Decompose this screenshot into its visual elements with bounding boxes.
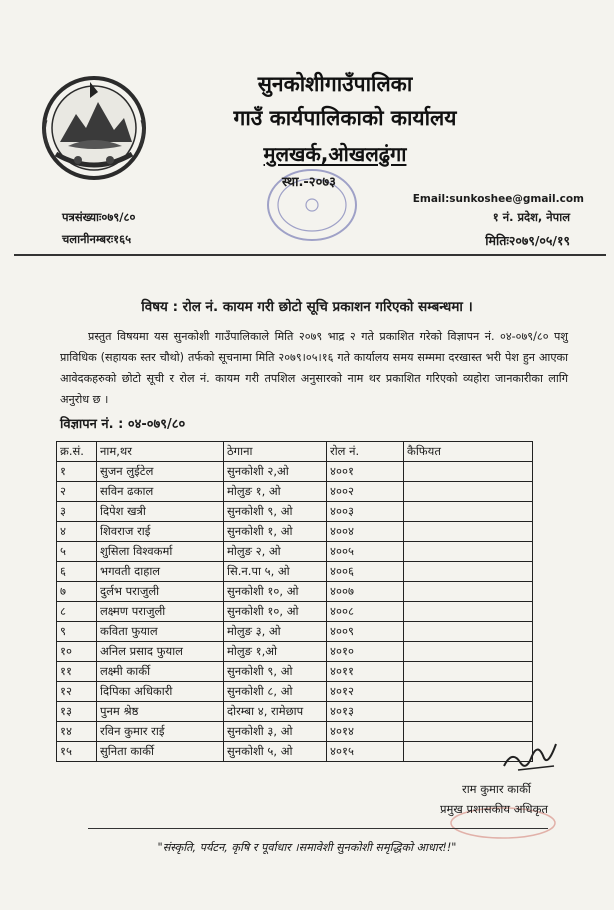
- office-name: सुनकोशीगाउँपालिका: [257, 72, 413, 96]
- established-year: स्था.-२०७३: [282, 175, 336, 190]
- letter-number: पत्रसंख्याः०७९/८०: [62, 210, 136, 224]
- cell-roll: ४००२: [327, 482, 404, 502]
- cell-sn: ११: [57, 662, 97, 682]
- cell-remarks: [404, 682, 533, 702]
- cell-sn: ८: [57, 602, 97, 622]
- advertisement-number: विज्ञापन नं. : ०४-०७९/८०: [60, 417, 186, 432]
- column-header-remarks: कैफियत: [404, 442, 533, 462]
- letter-date: मितिः२०७९/०५/१९: [485, 233, 570, 248]
- column-header-roll: रोल नं.: [327, 442, 404, 462]
- cell-roll: ४०१४: [327, 722, 404, 742]
- cell-address: सुनकोशी ९, ओ: [224, 502, 327, 522]
- table-row: [57, 502, 533, 522]
- cell-address: सुनकोशी ८, ओ: [224, 682, 327, 702]
- cell-address: सुनकोशी ३, ओ: [224, 722, 327, 742]
- cell-roll: ४०१२: [327, 682, 404, 702]
- office-address: मुलखर्क,ओखलढुंगा: [263, 142, 407, 166]
- cell-address: सि.न.पा ५, ओ: [224, 562, 327, 582]
- cell-name: भगवती दाहाल: [97, 562, 224, 582]
- cell-sn: ६: [57, 562, 97, 582]
- cell-sn: १४: [57, 722, 97, 742]
- cell-sn: १३: [57, 702, 97, 722]
- cell-remarks: [404, 562, 533, 582]
- table-header-row: [57, 442, 533, 462]
- cell-name: दिपेश खत्री: [97, 502, 224, 522]
- cell-address: सुनकोशी २,ओ: [224, 462, 327, 482]
- cell-roll: ४००६: [327, 562, 404, 582]
- table-row: [57, 482, 533, 502]
- column-header-sn: क्र.सं.: [57, 442, 97, 462]
- table-row: [57, 722, 533, 742]
- cell-name: कविता फुयाल: [97, 622, 224, 642]
- cell-roll: ४०१५: [327, 742, 404, 762]
- candidate-roll-table: [56, 441, 533, 762]
- signatory-name: राम कुमार कार्की: [462, 782, 531, 796]
- table-row: [57, 742, 533, 762]
- cell-address: मोलुङ ३, ओ: [224, 622, 327, 642]
- cell-remarks: [404, 702, 533, 722]
- table-row: [57, 662, 533, 682]
- cell-roll: ४००४: [327, 522, 404, 542]
- cell-address: मोलुङ १,ओ: [224, 642, 327, 662]
- cell-remarks: [404, 482, 533, 502]
- office-subtitle: गाउँ कार्यपालिकाको कार्यालय: [233, 106, 457, 130]
- cell-name: शुसिला विश्वकर्मा: [97, 542, 224, 562]
- email-address: Email:sunkoshee@gmail.com: [412, 193, 584, 205]
- cell-name: सविन ढकाल: [97, 482, 224, 502]
- cell-address: सुनकोशी ९, ओ: [224, 662, 327, 682]
- cell-roll: ४००३: [327, 502, 404, 522]
- signature-icon: [498, 736, 560, 776]
- cell-sn: २: [57, 482, 97, 502]
- table-row: [57, 642, 533, 662]
- table-row: [57, 562, 533, 582]
- cell-remarks: [404, 582, 533, 602]
- cell-remarks: [404, 662, 533, 682]
- letter-subject: विषय : रोल नं. कायम गरी छोटो सूचि प्रकाशन गरिएको सम्बन्धमा ।: [141, 299, 473, 315]
- cell-remarks: [404, 622, 533, 642]
- cell-sn: ९: [57, 622, 97, 642]
- cell-name: दिपिका अधिकारी: [97, 682, 224, 702]
- cell-name: दुर्लभ पराजुली: [97, 582, 224, 602]
- cell-address: सुनकोशी १०, ओ: [224, 602, 327, 622]
- cell-remarks: [404, 462, 533, 482]
- cell-remarks: [404, 542, 533, 562]
- column-header-name: नाम,थर: [97, 442, 224, 462]
- column-header-address: ठेगाना: [224, 442, 327, 462]
- table-row: [57, 582, 533, 602]
- footer-divider: [88, 828, 548, 829]
- cell-roll: ४०११: [327, 662, 404, 682]
- footer-slogan: "संस्कृति, पर्यटन, कृषि र पूर्वाधार ।समावेशी सुनकोशी समृद्धिको आधार!!": [157, 841, 457, 854]
- cell-roll: ४००९: [327, 622, 404, 642]
- cell-name: रविन कुमार राई: [97, 722, 224, 742]
- cell-roll: ४००५: [327, 542, 404, 562]
- cell-remarks: [404, 522, 533, 542]
- cell-address: दोरम्बा ४, रामेछाप: [224, 702, 327, 722]
- table-row: [57, 542, 533, 562]
- cell-address: सुनकोशी १०, ओ: [224, 582, 327, 602]
- table-row: [57, 622, 533, 642]
- dispatch-number: चलानीनम्बरः१६५: [62, 232, 132, 246]
- cell-remarks: [404, 602, 533, 622]
- cell-roll: ४००८: [327, 602, 404, 622]
- cell-name: लक्ष्मी कार्की: [97, 662, 224, 682]
- cell-roll: ४०१३: [327, 702, 404, 722]
- cell-sn: १०: [57, 642, 97, 662]
- table-row: [57, 462, 533, 482]
- cell-name: शिवराज राई: [97, 522, 224, 542]
- cell-name: सुनिता कार्की: [97, 742, 224, 762]
- cell-remarks: [404, 642, 533, 662]
- cell-sn: ३: [57, 502, 97, 522]
- cell-sn: ४: [57, 522, 97, 542]
- cell-sn: ५: [57, 542, 97, 562]
- table-row: [57, 702, 533, 722]
- table-row: [57, 602, 533, 622]
- signatory-title: प्रमुख प्रशासकीय अधिकृत: [440, 802, 548, 816]
- header-divider: [14, 254, 606, 256]
- cell-address: सुनकोशी १, ओ: [224, 522, 327, 542]
- cell-roll: ४००७: [327, 582, 404, 602]
- table-row: [57, 682, 533, 702]
- cell-address: मोलुङ २, ओ: [224, 542, 327, 562]
- letter-body: प्रस्तुत विषयमा यस सुनकोशी गाउँपालिकाले मिति २०७९ भाद्र २ गते प्रकाशित गरेको विज्ञापन नं. ०४-०७९/८० पशु प्राविधिक (सहायक स्तर चौथो) तर्फको सूचनामा मिति २०७९।०५।१६ गते कार्यालय समय सम्ममा दरखास्त भरी पेश हुन आएका आवेदकहरुको छोटो सूची र रोल नं. कायम गरी तपशिल अनुसारको नाम थर प्रकाशित गरिएको व्यहोरा जानकारीका लागि अनुरोध छ ।: [60, 330, 568, 406]
- cell-address: मोलुङ १, ओ: [224, 482, 327, 502]
- cell-name: पुनम श्रेष्ठ: [97, 702, 224, 722]
- table-row: [57, 522, 533, 542]
- cell-sn: १: [57, 462, 97, 482]
- cell-name: लक्ष्मण पराजुली: [97, 602, 224, 622]
- cell-remarks: [404, 502, 533, 522]
- cell-sn: ७: [57, 582, 97, 602]
- province-label: १ नं. प्रदेश, नेपाल: [492, 210, 570, 224]
- cell-name: अनिल प्रसाद फुयाल: [97, 642, 224, 662]
- cell-name: सुजन लुईटेल: [97, 462, 224, 482]
- cell-address: सुनकोशी ५, ओ: [224, 742, 327, 762]
- cell-roll: ४०१०: [327, 642, 404, 662]
- cell-sn: १२: [57, 682, 97, 702]
- cell-roll: ४००१: [327, 462, 404, 482]
- cell-sn: १५: [57, 742, 97, 762]
